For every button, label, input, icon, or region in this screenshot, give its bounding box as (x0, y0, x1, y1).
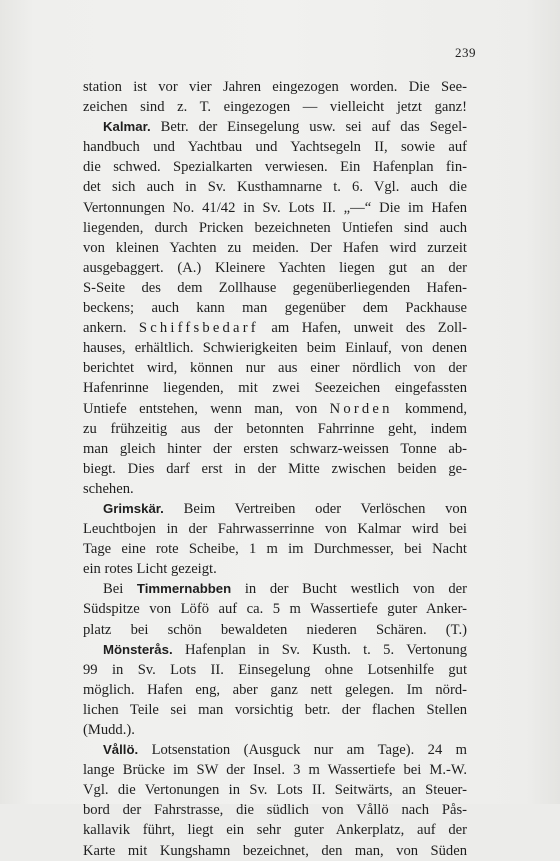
place-name-heading: Timmernabben (136, 581, 232, 597)
text-segment: Hafenplan in Sv. Kusth. t. 5. Vertonung (172, 641, 467, 658)
text-segment: Untiefe entstehen, wenn man, von (83, 400, 330, 417)
text-line (83, 599, 467, 619)
text-segment: die schwed. Spezialkarten verwiesen. Ein Hafenplan fin- (83, 159, 467, 176)
text-line (83, 700, 467, 720)
text-segment: lichen Teile sei man vorsichtig betr. der flachen Stellen (83, 701, 467, 718)
text-line (83, 479, 467, 499)
text-segment: Vertonnungen No. 41/42 in Sv. Lots II. „—“ Die im Hafen (83, 199, 467, 216)
text-segment: zeichen sind z. T. eingezogen — vielleicht jetzt ganz! (83, 99, 467, 116)
text-line (83, 820, 467, 840)
text-line (83, 338, 467, 358)
text-segment: S-Seite des dem Zollhause gegenüberliegenden Hafen- (83, 279, 467, 296)
text-segment: berichtet wird, können nur aus einer nördlich von der (83, 360, 467, 377)
text-line (83, 620, 467, 640)
text-line (83, 258, 467, 278)
text-line (83, 780, 467, 800)
text-segment: (Mudd.). (83, 722, 135, 738)
text-line (83, 579, 467, 599)
text-segment: zu frühzeitig aus der betonnten Fahrrinne geht, indem (83, 420, 467, 437)
text-segment: ankern. (83, 320, 139, 337)
text-segment: handbuch und Yachtbau und Yachtsegeln II, sowie auf (83, 139, 467, 156)
text-line (83, 800, 467, 820)
text-line (83, 218, 467, 238)
text-line (83, 439, 467, 459)
spaced-emphasis: Norden (329, 400, 393, 417)
text-line (83, 157, 467, 177)
place-name-heading: Grimskär. (103, 500, 164, 516)
text-segment: liegenden, durch Pricken bezeichneten Untiefen sind auch (83, 219, 467, 236)
text-line (83, 399, 467, 419)
text-segment: möglich. Hafen eng, aber ganz nett gelegen. Im nörd- (83, 681, 467, 698)
text-segment: schehen. (83, 480, 134, 497)
place-name-heading: Vållö. (103, 742, 139, 758)
text-segment: station ist vor vier Jahren eingezogen worden. Die See- (83, 79, 467, 95)
text-segment: biegt. Dies darf erst in der Mitte zwischen beiden ge- (83, 460, 467, 477)
text-line (83, 640, 467, 660)
text-line (83, 519, 467, 539)
text-segment: von kleinen Yachten zu meiden. Der Hafen wird zurzeit (83, 239, 467, 256)
text-segment: ein rotes Licht gezeigt. (83, 561, 217, 578)
place-name-heading: Mönsterås. (103, 641, 173, 657)
spaced-emphasis: Schiffsbedarf (138, 320, 259, 337)
text-line (83, 298, 467, 318)
place-name-heading: Kalmar. (103, 119, 151, 135)
text-line (83, 137, 467, 157)
text-segment: 99 in Sv. Lots II. Einsegelung ohne Lotsenhilfe gut (83, 661, 467, 678)
text-line (83, 77, 467, 97)
text-segment: Südspitze von Löfö auf ca. 5 m Wassertiefe guter Anker- (83, 601, 467, 618)
text-line (83, 177, 467, 197)
text-segment: in der Bucht westlich von der (231, 581, 467, 598)
text-segment: Lotsenstation (Ausguck nur am Tage). 24 m (138, 742, 467, 759)
text-line (83, 117, 467, 137)
text-segment: am Hafen, unweit des Zoll- (258, 320, 467, 337)
text-segment: kommend, (392, 400, 467, 417)
text-segment: Beim Vertreiben oder Verlöschen von (163, 500, 467, 517)
text-line (83, 278, 467, 298)
text-segment: Karte mit Kungshamn bezeichnet, den man, von Süden (83, 842, 467, 859)
text-line (83, 499, 467, 519)
text-segment: det sich auch in Sv. Kusthamnarne t. 6. Vgl. auch die (83, 179, 467, 196)
text-segment: platz bei schön bewaldeten niederen Schären. (T.) (83, 621, 467, 638)
page-number: 239 (455, 45, 476, 60)
text-line (83, 680, 467, 700)
text-segment: Tage eine rote Scheibe, 1 m im Durchmesser, bei Nacht (83, 541, 467, 558)
text-line (83, 559, 467, 579)
text-segment: hauses, erhältlich. Schwierigkeiten beim Einlauf, von denen (83, 340, 467, 357)
text-segment: lange Brücke im SW der Insel. 3 m Wassertiefe bei M.-W. (83, 762, 467, 779)
text-segment: Hafenrinne liegenden, mit zwei Seezeichen eingefassten (83, 380, 467, 397)
text-line (83, 740, 467, 760)
text-segment: beckens; auch kann man gegenüber dem Packhause (83, 300, 467, 317)
text-segment: Leuchtbojen in der Fahrwasserrinne von Kalmar wird bei (83, 521, 467, 538)
page-body-text (83, 77, 467, 861)
text-line (83, 97, 467, 117)
text-line (83, 660, 467, 680)
text-line (83, 378, 467, 398)
text-segment: man gleich hinter der ersten schwarz-weissen Tonne ab- (83, 440, 467, 457)
text-segment: kallavik führt, liegt ein sehr guter Ankerplatz, auf der (83, 822, 467, 839)
text-line (83, 539, 467, 559)
text-line (83, 318, 467, 338)
text-line (83, 459, 467, 479)
text-segment: Vgl. die Vertonungen in Sv. Lots II. Seitwärts, an Steuer- (83, 782, 467, 799)
text-line (83, 841, 467, 861)
text-line (83, 419, 467, 439)
text-segment: bord der Fahrstrasse, die südlich von Vållö nach Pås- (83, 802, 467, 819)
text-line (83, 720, 467, 740)
text-segment: ausgebaggert. (A.) Kleinere Yachten liegen gut an der (83, 259, 467, 276)
text-line (83, 198, 467, 218)
text-segment: Bei (103, 581, 137, 598)
text-line (83, 238, 467, 258)
text-segment: Betr. der Einsegelung usw. sei auf das Segel- (150, 119, 467, 136)
text-line (83, 760, 467, 780)
text-line (83, 358, 467, 378)
